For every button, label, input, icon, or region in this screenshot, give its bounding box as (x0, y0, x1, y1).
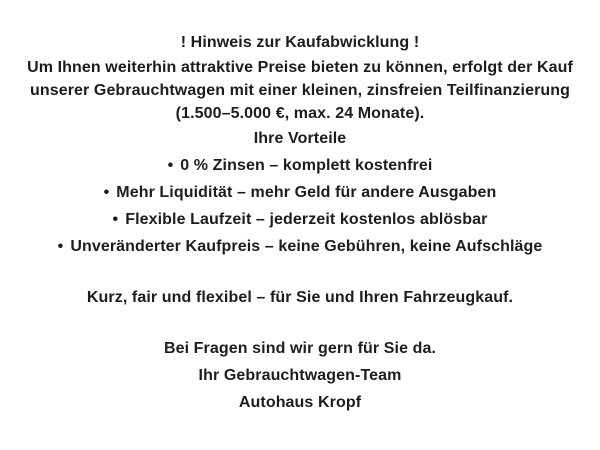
intro-paragraph: Um Ihnen weiterhin attraktive Preise bieten zu können, erfolgt der Kauf unserer Gebrauchtwagen mit einer kleinen, zinsfreien Teilfinanzierung (1.500–5.000 €, max. 24 Monate). (27, 59, 573, 122)
bullet-icon: • (103, 184, 110, 201)
benefit-item (0, 152, 600, 179)
closing-line: Bei Fragen sind wir gern für Sie da. (163, 340, 437, 357)
blank-line (0, 260, 600, 284)
bullet-icon: • (112, 211, 119, 228)
benefit-item (0, 206, 600, 233)
benefit-item (0, 179, 600, 206)
notice-title: ! Hinweis zur Kaufabwicklung ! (180, 34, 420, 51)
benefit-text: 0 % Zinsen – komplett kostenfrei (180, 157, 433, 174)
summary-line: Kurz, fair und flexibel – für Sie und Ihren Fahrzeugkauf. (86, 289, 514, 306)
signature-company: Autohaus Kropf (238, 394, 362, 411)
benefit-text: Flexible Laufzeit – jederzeit kostenlos ablösbar (125, 211, 488, 228)
bullet-icon: • (167, 157, 174, 174)
blank-line (0, 311, 600, 335)
bullet-icon: • (57, 238, 64, 255)
benefit-item (0, 233, 600, 260)
benefit-text: Unveränderter Kaufpreis – keine Gebühren, keine Aufschläge (70, 238, 543, 255)
benefit-text: Mehr Liquidität – mehr Geld für andere Ausgaben (116, 184, 497, 201)
benefits-heading: Ihre Vorteile (253, 130, 347, 147)
signature-team: Ihr Gebrauchtwagen-Team (198, 367, 402, 384)
